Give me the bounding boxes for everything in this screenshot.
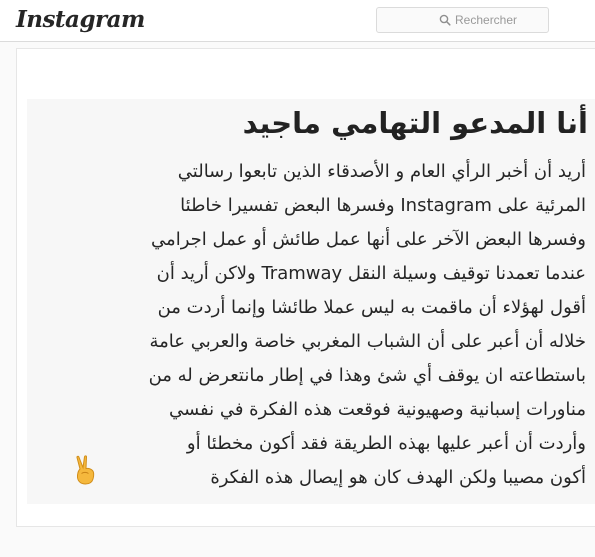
top-navigation-bar (0, 0, 595, 42)
post-text-line: أكون مصيبا ولكن الهدف كان هو إيصال هذه الفكرة (210, 467, 586, 488)
post-title: أنا المدعو التهامي ماجيد (242, 106, 588, 140)
post-text-line: أقول لهؤلاء أن ماقمت به ليس عملا طائشا وإنما أردت من (157, 297, 586, 318)
victory-hand-icon (73, 455, 97, 485)
instagram-logo[interactable]: Instagram (16, 6, 145, 33)
post-text-line: عندما تعمدنا توقيف وسيلة النقل Tramway ولاكن أريد أن (156, 263, 586, 284)
post-text-line: المرئية على Instagram وفسرها البعض تفسيرا خاطئا (180, 195, 586, 216)
post-text (36, 155, 586, 495)
post-image[interactable] (27, 99, 595, 504)
post-text-line: باستطاعته ان يوقف أي شئ وهذا في إطار مانتعرض له من (148, 365, 586, 386)
post-text-line: وأردت أن أعبر عليها بهذه الطريقة فقد أكون مخطئا أو (186, 433, 586, 454)
search-input[interactable] (455, 11, 545, 29)
post-text-line: مناورات إسبانية وصهيونية فوقعت هذه الفكرة في نفسي (168, 399, 586, 420)
post-text-line: وفسرها البعض الآخر على أنها عمل طائش أو عمل اجرامي (151, 229, 586, 250)
post-card (16, 48, 595, 527)
search-box[interactable] (376, 7, 549, 33)
search-icon (439, 14, 451, 26)
post-text-line: خلاله أن أعبر على أن الشباب المغربي خاصة والعربي عامة (149, 331, 586, 352)
post-text-line: أريد أن أخبر الرأي العام و الأصدقاء الذين تابعوا رسالتي (177, 161, 586, 182)
